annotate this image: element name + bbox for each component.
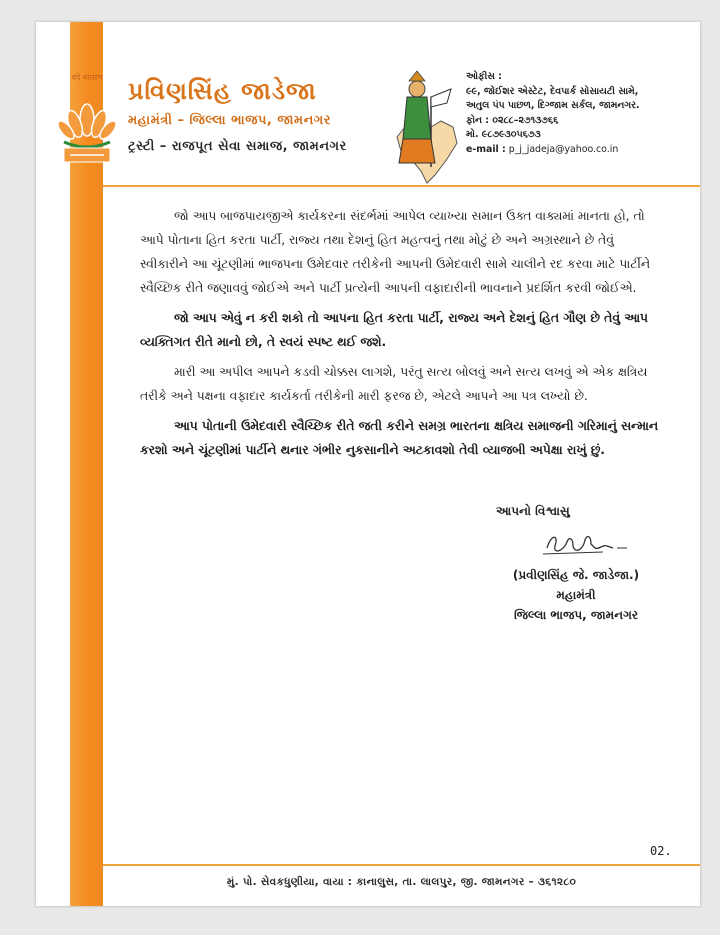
bharat-mata-emblem-icon — [391, 67, 463, 185]
paragraph-3: મારી આ અપીલ આપને કડવી ચોક્કસ લાગશે, પરંતુ સત્ય બોલવું અને સત્ય લખવું એ એક ક્ષત્રિય તરીકે અને પક્ષના વફાદાર કાર્યકર્તા તરીકેની મારી ફરજ છે, એટલે આપને આ પત્ર લખ્યો છે. — [140, 365, 648, 403]
email-address: p_j_jadeja@yahoo.co.in — [508, 143, 619, 155]
logo-text: वंदे मातरम — [71, 73, 103, 82]
sender-designation: મહામંત્રી – જિલ્લા ભાજપ, જામનગર — [128, 113, 332, 128]
paragraph-1: જો આપ બાજપાયજીએ કાર્યકરના સંદર્ભમાં આપેલ વ્યાખ્યા સમાન ઉક્ત વાક્યમાં માનતા હો, તો આપે પોતાના હિત કરતા પાર્ટી, રાજ્ય તથા દેશનું હિત મહત્વનું તથા મોટું છે અને અગ્રસ્થાને છે તેવું સ્વીકારીને આ ચૂંટણીમાં ભાજપના ઉમેદવાર તરીકેની આપની ઉમેદવારી સામે ચાલીને રદ કરવા માટે પાર્ટીને સ્વૈચ્છિક રીતે જણાવવું જોઈએ અને પાર્ટી પ્રત્યેની આપની વફાદારીની ભાવનાને પ્રદર્શિત કરવી જોઈએ. — [140, 209, 651, 295]
handwritten-signature — [533, 526, 633, 564]
paragraph-4: આપ પોતાની ઉમેદવારી સ્વૈચ્છિક રીતે જતી કરીને સમગ્ર ભારતના ક્ષત્રિય સમાજની ગરિમાનું સન્માન કરશો અને ચૂંટણીમાં પાર્ટીને થનાર ગંભીર નુકસાનીને અટકાવશો તેવી વ્યાજબી અપેક્ષા રાખું છું. — [140, 419, 659, 457]
sender-trustee-line: ટ્રસ્ટી – રાજપૂત સેવા સમાજ, જામનગર — [128, 139, 347, 154]
footer-address: મું. પો. સેવકધુણીયા, વાયા : કાનાલુસ, તા. લાલપુર, જી. જામનગર – ૩૬૧૨૮૦ — [226, 876, 577, 888]
letter-page — [36, 22, 700, 906]
bjp-lotus-logo-icon — [58, 62, 116, 172]
signer-organization: જિલ્લા ભાજપ, જામનગર — [513, 608, 639, 622]
closing-salutation: આપનો વિશ્વાસુ — [496, 504, 570, 518]
office-mobile: મો. ૯૮૭૯૩૦૫૬૭૩ — [466, 129, 541, 140]
office-address-line2: અતુલ પંપ પાછળ, દિગ્જામ સર્કલ, જામનગર. — [466, 100, 640, 111]
letter-body — [140, 204, 660, 468]
office-address-line1: ૯૯, જોઈશર એસ્ટેટ, દેવપાર્ક સોસાયટી સામે, — [466, 85, 639, 97]
office-address-block — [466, 70, 696, 157]
signer-title: મહામંત્રી — [556, 588, 596, 602]
page-number: 02. — [650, 844, 672, 858]
footer-divider — [103, 864, 700, 866]
signature-block — [466, 565, 686, 625]
email-label: e-mail : — [466, 143, 506, 155]
paragraph-2: જો આપ એવું ન કરી શકો તો આપના હિત કરતા પાર્ટી, રાજ્ય અને દેશનું હિત ગૌણ છે તેવું આપ વ્યક્તિગત રીતે માનો છો, તે સ્વયં સ્પષ્ટ થઈ જશે. — [140, 311, 648, 349]
office-email-row — [466, 143, 696, 158]
office-phone: ફોન : ૦૨૮૮–૨૭૧૩૭૬૬ — [466, 114, 559, 126]
header-divider — [103, 185, 700, 187]
sender-name: પ્રવિણસિંહ જાડેજા — [128, 76, 317, 105]
signer-name: (પ્રવીણસિંહ જે. જાડેજા.) — [512, 568, 640, 582]
office-label: ઓફીસ : — [466, 71, 502, 82]
